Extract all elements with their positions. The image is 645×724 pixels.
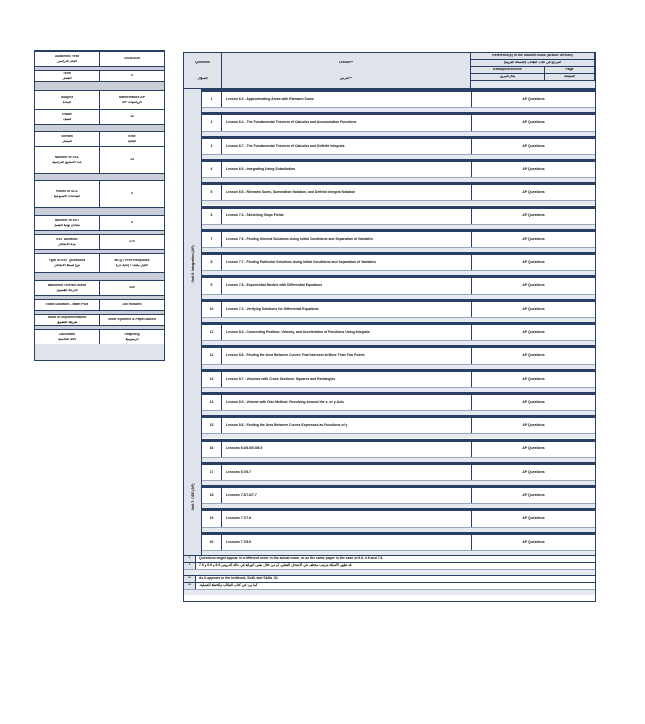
info-value-text: Graphing (124, 332, 140, 336)
info-value-text: 2025/2026 (123, 57, 141, 61)
lesson-title: Lesson 6.7 - The Fundamental Theorem of Calculus and Definite Integrals (226, 143, 345, 148)
footnote-text: As it appears in the textbook, SoW, and Skills_ID. (199, 576, 279, 581)
info-key-text: Number of SCL (54, 155, 80, 159)
info-value-text: 150 minutes (122, 303, 142, 307)
lesson-row (202, 275, 595, 298)
question-number: 15 (202, 418, 222, 433)
lesson-title: Lessons 6.4/6.6/6.8/6.9 (226, 446, 263, 451)
info-key-text: Number of EoT (54, 218, 80, 222)
lesson-row (202, 532, 595, 555)
info-value (100, 110, 164, 124)
example-header (471, 67, 545, 74)
lesson-title: Lesson 6.9 - Integrating Using Substitution (226, 166, 296, 171)
footnote-marker: ** (184, 576, 196, 582)
lesson-row (202, 159, 595, 182)
info-value (100, 330, 164, 344)
exam-info-panel (34, 50, 165, 361)
example-reference: AP Questions (471, 255, 595, 270)
header-spacer (471, 81, 595, 89)
lesson-header-en: Lesson** (338, 61, 354, 65)
info-row (35, 215, 164, 230)
example-reference: AP Questions (471, 139, 595, 154)
info-key-text: Hours of SCL (56, 189, 78, 193)
info-value (100, 300, 164, 310)
info-key (35, 181, 100, 207)
footnote-row (184, 582, 595, 589)
info-key-text: Academic Year (54, 54, 80, 58)
lesson-title: Lessons 6.7/6.7 (226, 469, 252, 474)
question-number: 11 (202, 325, 222, 340)
info-key-text: Term (62, 71, 72, 75)
footnote-spacer (184, 589, 595, 595)
question-number: 3 (202, 139, 222, 154)
footnote-text: كما ورد في كتاب الطالب والخطة الفصلية. (199, 583, 258, 588)
info-value-text: 100 (129, 286, 135, 290)
question-number: 16 (202, 442, 222, 457)
info-key (35, 216, 100, 230)
footnote-text: قد تظهر الأسئلة بترتيب مختلف في الامتحان الفعلي، أو من خلال نفس الورقة في حالة الدروس 6.6 و 6.6 و 7.6 (199, 563, 352, 568)
info-key-text: Exam Duration - Math Plus (45, 303, 89, 307)
info-value-text: MCQ / Free Response (114, 258, 150, 262)
question-number: 13 (202, 372, 222, 387)
info-value (100, 254, 164, 272)
info-row (35, 329, 164, 344)
example-reference: AP Questions (471, 209, 595, 224)
lesson-title: Lesson 7.2 - Verifying Solutions for Differential Equations (226, 306, 319, 311)
footnote-row (184, 555, 595, 562)
info-row (35, 314, 164, 325)
info-key-text: Type of EoT Questions (48, 258, 86, 262)
example-reference: AP Questions (471, 325, 595, 340)
info-row (35, 146, 164, 173)
footnote-row (184, 562, 595, 569)
info-value-text: Mathematics AP (118, 95, 146, 99)
info-spacer (35, 173, 164, 180)
info-key (35, 281, 100, 295)
coverage-table (183, 52, 596, 602)
info-key-text: عدد الأسابيع الدراسية (52, 161, 82, 164)
lesson-row (202, 89, 595, 112)
info-key-text: الآلة الحاسبة (58, 338, 76, 341)
lesson-title: Lesson 8.7 - Volumes with Cross Sections: Squares and Rectangles (226, 376, 336, 381)
info-value-text: 5 (131, 221, 133, 225)
lesson-title: Lesson 8.6 - Finding the Area Between Curves That Intersect at More Than Two Points (226, 353, 365, 358)
question-number: 4 (202, 162, 222, 177)
info-spacer (35, 124, 164, 131)
page-header (545, 67, 595, 74)
info-value-text: 4 (131, 192, 133, 196)
info-key-text: نوع أسئلة الامتحان (54, 264, 80, 267)
info-value-text: اختيار متعدد / إجابة حرة (115, 264, 149, 267)
info-key-text: العام الدراسي (57, 60, 77, 63)
info-value (100, 235, 164, 249)
lesson-title: Lesson 7.8 - Exponential Models with Differential Equations (226, 283, 323, 288)
lesson-title: Lesson 7.3 - Sketching Slope Fields (226, 213, 284, 218)
info-value-text: 12 (130, 115, 134, 119)
info-value (100, 52, 164, 66)
question-number: 1 (202, 92, 222, 107)
info-row (35, 131, 164, 146)
lesson-row (202, 322, 595, 345)
info-key-text: Subject (60, 95, 74, 99)
lesson-row (202, 206, 595, 229)
example-reference: AP Questions (471, 372, 595, 387)
example-reference: AP Questions (471, 535, 595, 550)
info-key (35, 147, 100, 173)
lesson-title: Lessons 7.3/7.6/7.7 (226, 493, 257, 498)
info-key-text: EoT Duration (56, 237, 78, 241)
info-value-text: 3 (131, 74, 133, 78)
info-key (35, 330, 100, 344)
info-value-text: الرسومية (125, 338, 139, 341)
lesson-row (202, 229, 595, 252)
example-reference: AP Questions (471, 115, 595, 130)
question-number: 17 (202, 465, 222, 480)
lesson-title: Lesson 6.4 - The Fundamental Theorem of Calculus and Accumulation Functions (226, 120, 357, 125)
info-key-text: Stream (61, 134, 73, 138)
lesson-row (202, 136, 595, 159)
footnote-marker: * (184, 563, 196, 569)
lesson-header-ar: الدرس** (339, 76, 353, 80)
example-reference: AP Questions (471, 418, 595, 433)
info-key-text: المسار (62, 140, 72, 143)
info-value (100, 71, 164, 81)
lesson-title: Lesson 7.6 - Finding General Solutions Using Initial Conditions and Separation of Variables (226, 236, 373, 241)
lesson-row (202, 345, 595, 368)
unit-6-label: Unit 6: Integration (AP) (190, 245, 195, 283)
info-row (35, 299, 164, 310)
lesson-title: Lessons 7.7/8.6 (226, 539, 252, 544)
info-row (35, 90, 164, 109)
example-reference: AP Questions (471, 488, 595, 503)
info-key (35, 235, 100, 249)
question-number: 18 (202, 488, 222, 503)
footnote-row (184, 575, 595, 582)
info-value (100, 281, 164, 295)
question-number: 20 (202, 535, 222, 550)
lesson-title: Lesson 8.9 - Volume with Disc Method: Revolving Around the x- or y-Axis (226, 399, 344, 404)
info-key (35, 254, 100, 272)
info-key-text: طريقة التطبيق (56, 321, 78, 324)
info-key-text: Maximum Overall Grade (47, 283, 87, 287)
page-header-en: Page (565, 68, 574, 72)
info-key (35, 71, 100, 81)
lesson-title: Lesson 6.3 - Approximating Areas with Riemann Sums (226, 96, 314, 101)
footnote-marker: ** (184, 583, 196, 589)
info-value-text: Swift Systems & Paper-based (108, 318, 156, 322)
info-value (100, 181, 164, 207)
lesson-title: Lesson 7.7 - Finding Particular Solutions Using Initial Conditions and Separation of Variables (226, 260, 376, 265)
example-reference: AP Questions (471, 395, 595, 410)
example-reference: AP Questions (471, 511, 595, 526)
example-reference: AP Questions (471, 92, 595, 107)
reference-header-ar (471, 60, 595, 67)
question-number: 6 (202, 209, 222, 224)
info-key-text: امتحان نهاية الفصل (53, 224, 81, 227)
info-row (35, 234, 164, 249)
question-number: 2 (202, 115, 222, 130)
info-value-text: Elite (128, 134, 136, 138)
example-reference: AP Questions (471, 185, 595, 200)
info-key-text: Mode of Implementation (47, 315, 87, 319)
question-header-en: Question (195, 61, 210, 65)
info-value-text: النخبة (127, 140, 137, 143)
lesson-row (202, 182, 595, 205)
info-value-text: AP الرياضيات (122, 101, 142, 104)
question-number: 8 (202, 255, 222, 270)
footnote-spacer (184, 569, 595, 575)
lesson-row (202, 112, 595, 135)
info-key-text: مدة الامتحان (58, 243, 76, 246)
lesson-row (202, 439, 595, 462)
info-row (35, 180, 164, 207)
info-key (35, 300, 100, 310)
example-reference: AP Questions (471, 278, 595, 293)
lesson-title: Lesson 6.6 - Riemann Sums, Summation Notation, and Definite Integral Notation (226, 190, 356, 195)
question-number: 7 (202, 232, 222, 247)
example-reference: AP Questions (471, 348, 595, 363)
info-key-text: الفصل (62, 77, 72, 80)
info-value (100, 315, 164, 325)
info-key (35, 52, 100, 66)
info-key (35, 132, 100, 146)
lesson-row (202, 369, 595, 392)
reference-header (471, 53, 595, 60)
info-row (35, 51, 164, 66)
question-header (184, 53, 222, 89)
reference-header-en: Reference(s) in the Student Book (Arabic Version) (492, 54, 573, 58)
page-header-ar (545, 74, 595, 81)
example-reference: AP Questions (471, 465, 595, 480)
info-key-text: المادة (62, 101, 72, 104)
page-header-ar-text: الصفحة (564, 75, 575, 79)
info-value (100, 147, 164, 173)
info-value (100, 216, 164, 230)
lesson-title: Lessons 7.7/7.8 (226, 516, 252, 521)
info-row (35, 70, 164, 81)
info-value (100, 91, 164, 109)
question-number: 12 (202, 348, 222, 363)
info-value-text: 170 (129, 240, 135, 244)
info-spacer (35, 272, 164, 280)
info-key (35, 315, 100, 325)
example-header-en: Example/Exercise (493, 68, 522, 72)
lesson-row (202, 392, 595, 415)
unit-7-label: Unit 7: ODE (AP) (190, 483, 195, 511)
example-reference: AP Questions (471, 442, 595, 457)
question-number: 5 (202, 185, 222, 200)
lesson-row (202, 299, 595, 322)
question-header-ar: السؤال (197, 76, 208, 80)
lesson-row (202, 415, 595, 438)
example-header-ar (471, 74, 545, 81)
info-key-text: الدرجة القصوى (56, 289, 78, 292)
lesson-row (202, 252, 595, 275)
unit-6-label-cell (184, 89, 202, 439)
lesson-row (202, 462, 595, 485)
info-value (100, 132, 164, 146)
question-number: 19 (202, 511, 222, 526)
example-reference: AP Questions (471, 302, 595, 317)
lesson-title: Lesson 8.6 - Finding the Area Between Curves Expressed as Functions of y (226, 423, 348, 428)
unit-7-label-cell (184, 439, 202, 555)
example-reference: AP Questions (471, 232, 595, 247)
footnote-marker: * (184, 556, 196, 562)
info-spacer (35, 207, 164, 215)
info-key-text: الصف (62, 118, 72, 121)
reference-header-ar-text: المرجع في كتاب الطالب (النسخة العربية) (503, 61, 562, 65)
question-number: 9 (202, 278, 222, 293)
footnote-text: Questions might appear in a different order in the actual exam, or as the same paper in the case of 6.6, 6.6 and 7.6. (199, 556, 384, 561)
info-spacer (35, 81, 164, 90)
info-key-text: Grade (62, 112, 72, 116)
info-row (35, 280, 164, 295)
lesson-row (202, 508, 595, 531)
info-key (35, 110, 100, 124)
lesson-title: Lesson 8.3 - Connecting Position, Velocity, and Acceleration of Functions Using Integrals (226, 329, 370, 334)
lesson-row (202, 485, 595, 508)
info-key-text: الساعات الأسبوعية (53, 195, 81, 198)
question-number: 10 (202, 302, 222, 317)
example-header-ar-text: مثال/تمرين (499, 75, 516, 79)
lesson-header (222, 53, 471, 89)
info-key (35, 91, 100, 109)
info-value-text: 13 (130, 158, 134, 162)
question-number: 14 (202, 395, 222, 410)
info-key-text: Calculator (58, 332, 76, 336)
info-row (35, 253, 164, 272)
example-reference: AP Questions (471, 162, 595, 177)
info-row (35, 109, 164, 124)
